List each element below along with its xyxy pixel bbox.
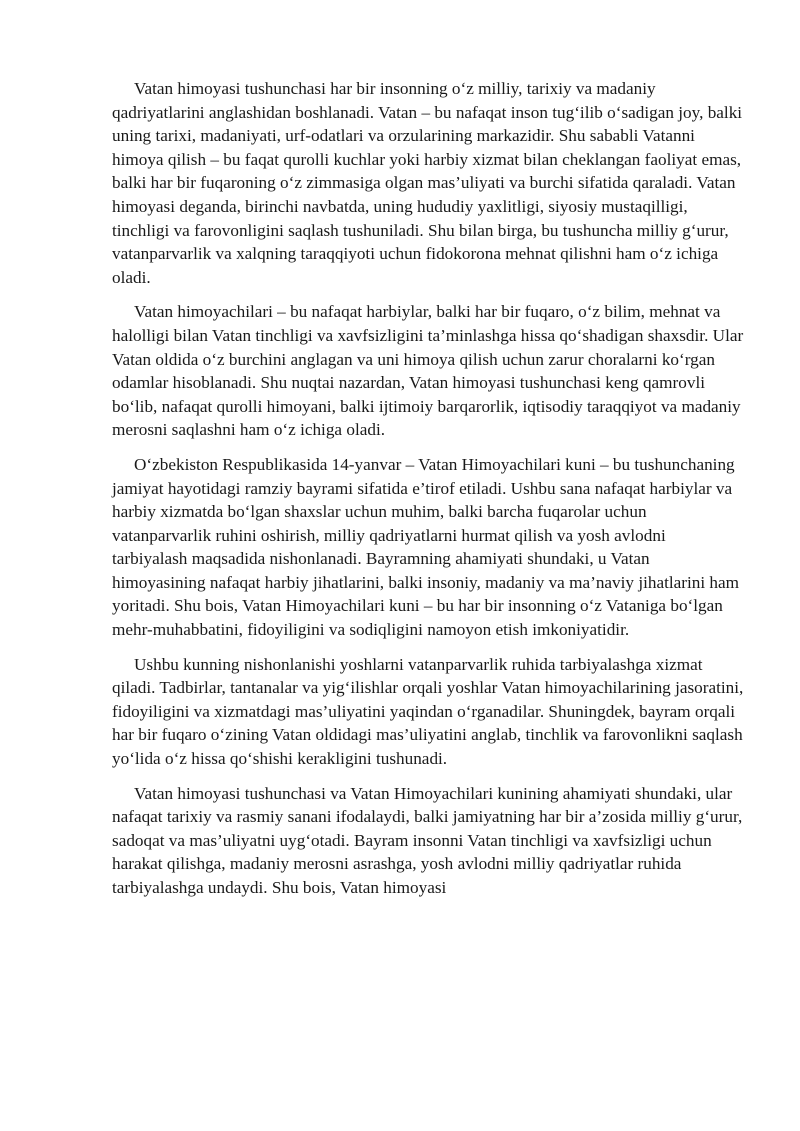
document-page: [112, 77, 744, 911]
paragraph-2: Vatan himoyachilari – bu nafaqat harbiylar, balki har bir fuqaro, o‘z bilim, mehnat va halolligi bilan Vatan tinchligi va xavfsizligini ta’minlashga hissa qo‘shadigan shaxsdir. Ular Vatan oldida o‘z burchini anglagan va uni himoya qilish uchun zarur choralarni ko‘rgan odamlar hisoblanadi. Shu nuqtai nazardan, Vatan himoyasi tushunchasi keng qamrovli bo‘lib, nafaqat qurolli himoyani, balki ijtimoiy barqarorlik, iqtisodiy taraqqiyot va madaniy merosni saqlashni ham o‘z ichiga oladi.: [112, 302, 744, 440]
paragraph-5: Vatan himoyasi tushunchasi va Vatan Himoyachilari kunining ahamiyati shundaki, ular nafaqat tarixiy va rasmiy sanani ifodalaydi, balki jamiyatning har bir a’zosida milliy g‘urur, sadoqat va mas’uliyatni uyg‘otadi. Bayram insonni Vatan tinchligi va xavfsizligi uchun harakat qilishga, madaniy merosni asrashga, yosh avlodni milliy qadriyatlar ruhida tarbiyalashga undaydi. Shu bois, Vatan himoyasi: [112, 783, 743, 897]
paragraph-1: Vatan himoyasi tushunchasi har bir insonning o‘z milliy, tarixiy va madaniy qadriyatlarini anglashidan boshlanadi. Vatan – bu nafaqat inson tug‘ilib o‘sadigan joy, balki uning tarixi, madaniyati, urf-odatlari va orzularining markazidir. Shu sababli Vatanni himoya qilish – bu faqat qurolli kuchlar yoki harbiy xizmat bilan cheklangan faoliyat emas, balki har bir fuqaroning o‘z zimmasiga olgan mas’uliyati va burchi sifatida qaraladi. Vatan himoyasi deganda, birinchi navbatda, uning hududiy yaxlitligi, siyosiy mustaqilligi, tinchligi va farovonligini saqlash tushuniladi. Shu bilan birga, bu tushuncha milliy g‘urur, vatanparvarlik va xalqning taraqqiyoti uchun fidokorona mehnat qilishni ham o‘z ichiga oladi.: [112, 79, 743, 287]
paragraph-4: Ushbu kunning nishonlanishi yoshlarni vatanparvarlik ruhida tarbiyalashga xizmat qiladi. Tadbirlar, tantanalar va yig‘ilishlar orqali yoshlar Vatan himoyachilarining jasoratini, fidoyiligini va xizmatdagi mas’uliyatini yaqindan o‘rganadilar. Shuningdek, bayram orqali har bir fuqaro o‘zining Vatan oldidagi mas’uliyatini anglab, tinchlik va farovonlikni saqlash yo‘lida o‘z hissa qo‘shishi kerakligini tushunadi.: [112, 654, 744, 769]
paragraph-3: O‘zbekiston Respublikasida 14-yanvar – Vatan Himoyachilari kuni – bu tushunchaning jamiyat hayotidagi ramziy bayrami sifatida e’tirof etiladi. Ushbu sana nafaqat harbiylar va harbiy xizmatda bo‘lgan shaxslar uchun muhim, balki barcha fuqarolar uchun vatanparvarlik ruhini oshirish, milliy qadriyatlarni hurmat qilish va yosh avlodni tarbiyalash maqsadida nishonlanadi. Bayramning ahamiyati shundaki, u Vatan himoyasining nafaqat harbiy jihatlarini, balki insoniy, madaniy va ma’naviy jihatlarini ham yoritadi. Shu bois, Vatan Himoyachilari kuni – bu har bir insonning o‘z Vataniga bo‘lgan mehr-muhabbatini, fidoyiligini va sodiqligini namoyon etish imkoniyatidir.: [112, 454, 740, 640]
